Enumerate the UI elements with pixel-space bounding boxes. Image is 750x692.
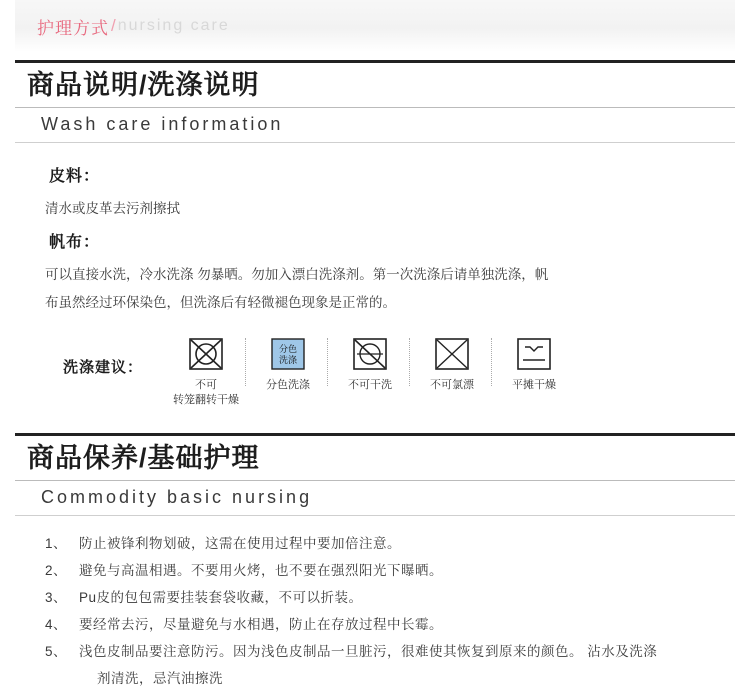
material-leather-label: 皮料： [49, 167, 101, 185]
section-title-wrapper [15, 433, 735, 481]
wash-symbol-caption: 不可干洗 [348, 378, 393, 391]
wash-symbol-caption: 平摊干燥 [512, 378, 557, 391]
list-item [45, 530, 735, 557]
list-item-index: 1、 [45, 536, 68, 552]
section-title-wrapper [15, 60, 735, 108]
list-item-text-line2: 剂清洗，忌汽油擦洗 [97, 671, 223, 687]
wash-symbol-item [247, 334, 329, 393]
material-canvas-text-line2: 布虽然经过环保染色，但洗涤后有轻微褪色现象是正常的。 [45, 295, 396, 311]
section-title: 商品保养/基础护理 [27, 443, 260, 474]
wash-symbol-item [329, 334, 411, 393]
section-subtitle: Wash care information [41, 113, 284, 134]
wash-suggestion-label: 洗涤建议： [63, 358, 144, 376]
list-item-text-line1: 浅色皮制品要注意防污。因为浅色皮制品一旦脏污，很难使其恢复到原来的颜色。 沾水及洗涤 [79, 644, 658, 660]
list-item-text: Pu皮的包包需要挂装套袋收藏，不可以折装。 [79, 590, 363, 606]
svg-text:分色: 分色 [279, 343, 298, 354]
section-title: 商品说明/洗涤说明 [27, 70, 260, 100]
nursing-tip-list [15, 516, 735, 692]
wash-symbol-caption: 分色洗涤 [266, 378, 311, 391]
section-wash-care [15, 60, 735, 407]
wash-suggestion-row [43, 334, 735, 408]
section-subtitle-wrapper [15, 108, 735, 143]
wash-care-content [15, 143, 735, 408]
dry-flat-icon [512, 334, 556, 374]
nursing-care-banner [15, 0, 735, 52]
list-item [45, 611, 735, 638]
list-item [45, 584, 735, 611]
color-separate-wash-icon [266, 334, 310, 374]
no-tumble-dry-icon [184, 334, 228, 374]
svg-text:洗涤: 洗涤 [279, 354, 298, 365]
banner-title-en: nursing care [117, 17, 230, 34]
list-item-text: 防止被锋利物划破，这需在使用过程中要加倍注意。 [79, 536, 401, 552]
wash-symbol-item [493, 334, 575, 393]
list-item-text: 要经常去污，尽量避免与水相遇，防止在存放过程中长霉。 [79, 617, 443, 633]
list-item-index: 3、 [45, 590, 68, 606]
list-item [45, 557, 735, 584]
wash-symbol-caption: 不可 [195, 378, 218, 391]
section-basic-nursing [15, 433, 735, 692]
no-chlorine-bleach-icon [430, 334, 474, 374]
material-canvas-text-line1: 可以直接水洗，冷水洗涤 勿暴晒。勿加入漂白洗涤剂。第一次洗涤后请单独洗涤，帆 [45, 267, 549, 283]
material-leather-text: 清水或皮革去污剂擦拭 [45, 200, 180, 216]
wash-symbol-caption: 不可氯漂 [430, 378, 475, 391]
list-item-index: 4、 [45, 617, 68, 633]
section-subtitle-wrapper [15, 481, 735, 516]
wash-symbol-item [411, 334, 493, 393]
wash-symbol-caption-2: 转笼翻转干燥 [173, 393, 240, 406]
material-canvas-label: 帆布： [49, 234, 101, 252]
no-dry-clean-icon [348, 334, 392, 374]
list-item-index: 2、 [45, 563, 68, 579]
banner-separator: / [111, 16, 116, 35]
banner-title-cn: 护理方式 [37, 18, 109, 38]
wash-symbol-item [165, 334, 247, 408]
list-item-index: 5、 [45, 644, 68, 660]
section-subtitle: Commodity basic nursing [41, 487, 313, 508]
list-item-text: 避免与高温相遇。不要用火烤，也不要在强烈阳光下曝晒。 [79, 563, 443, 579]
wash-symbol-list [165, 334, 575, 408]
